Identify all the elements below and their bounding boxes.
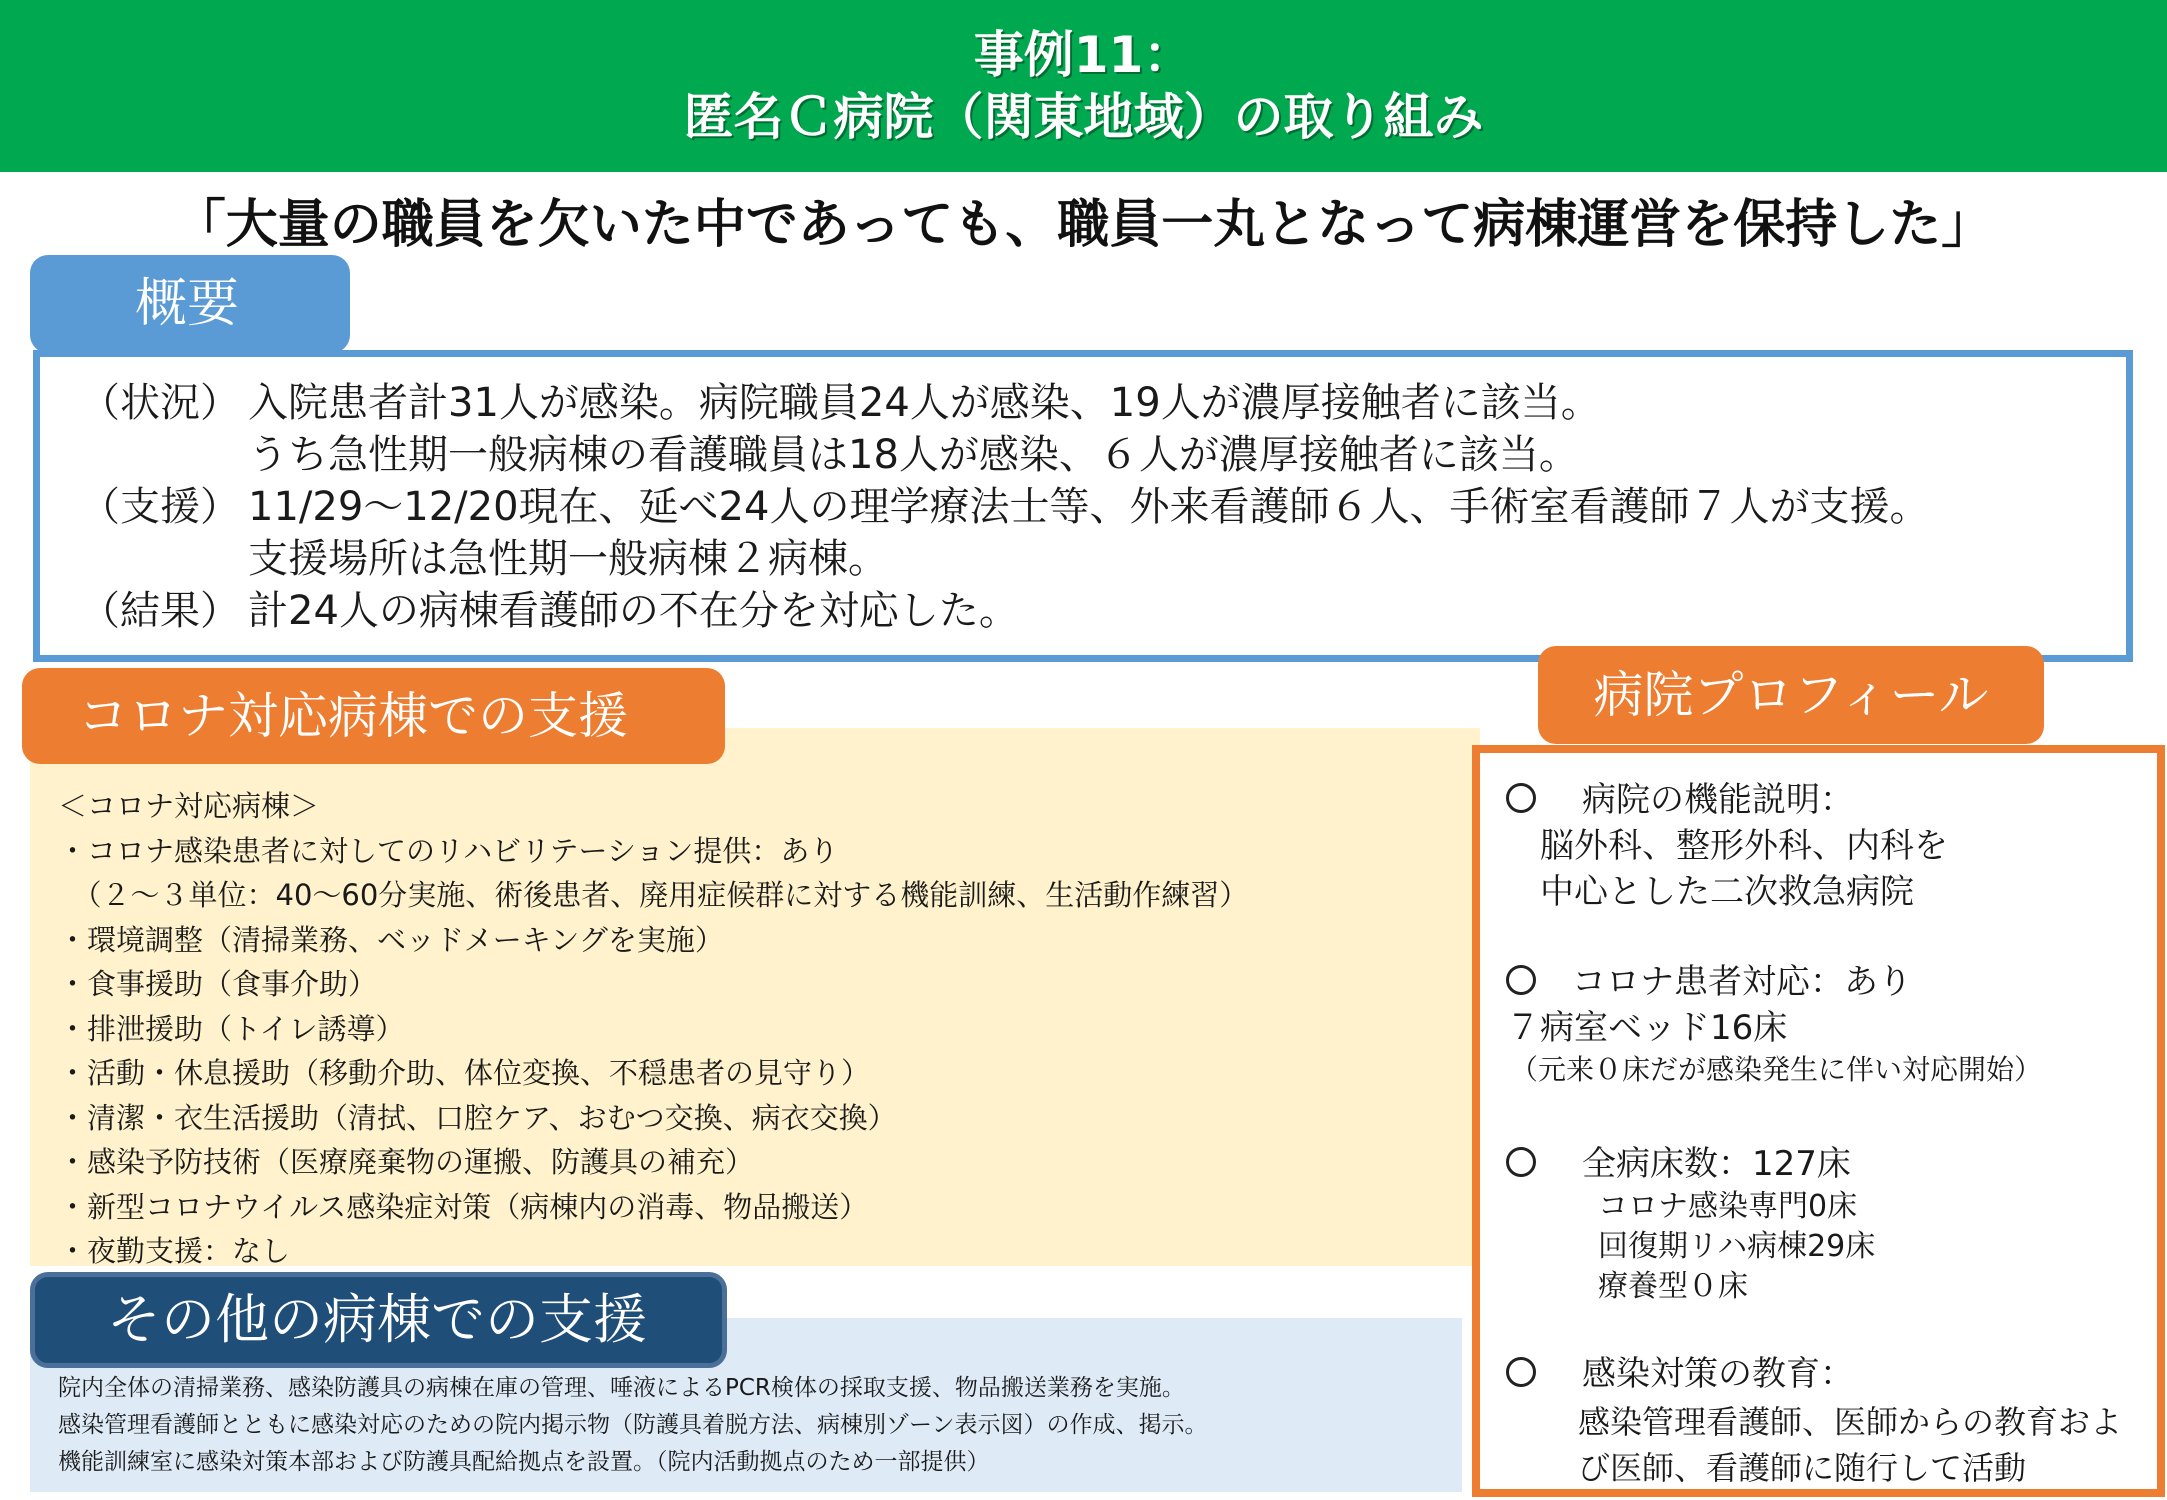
- profile-corona-note: （元来０床だが感染発生に伴い対応開始）: [1510, 1053, 2043, 1086]
- overview-row: [80, 377, 2126, 429]
- corona-support-item: ・排泄援助（トイレ誘導）: [58, 1011, 405, 1046]
- hospital-profile-box: [1472, 745, 2165, 1497]
- overview-row-text: 支援場所は急性期一般病棟２病棟。: [248, 536, 888, 582]
- profile-beds-line: コロナ感染専門0床: [1598, 1189, 1858, 1224]
- profile-beds-line: 療養型０床: [1598, 1269, 1748, 1304]
- overview-row-tag: （状況）: [80, 380, 240, 426]
- overview-row: [80, 585, 2126, 637]
- case-title: 匿名Ｃ病院（関東地域）の取り組み: [683, 88, 1484, 146]
- circle-bullet-icon: [1506, 1147, 1536, 1177]
- corona-support-item: ・清潔・衣生活援助（清拭、口腔ケア、おむつ交換、病衣交換）: [58, 1100, 897, 1135]
- profile-corona-heading: コロナ患者対応：あり: [1506, 959, 1912, 1005]
- profile-function-line: 脳外科、整形外科、内科を: [1540, 826, 1948, 866]
- overview-row-text: 11/29～12/20現在、延べ24人の理学療法士等、外来看護師６人、手術室看護師７人が支援。: [248, 484, 1930, 530]
- circle-bullet-icon: [1506, 1357, 1536, 1387]
- corona-support-item: ・食事援助（食事介助）: [58, 967, 378, 1001]
- overview-row: [80, 481, 2126, 533]
- overview-row: [80, 533, 2126, 585]
- profile-beds-heading: 全病床数：127床: [1506, 1141, 1851, 1187]
- overview-row-text: 入院患者計31人が感染。病院職員24人が感染、19人が濃厚接触者に該当。: [248, 380, 1601, 426]
- corona-support-item: （２～３単位：40～60分実施、術後患者、廃用症候群に対する機能訓練、生活動作練習）: [58, 878, 1249, 912]
- profile-function-line: 中心とした二次救急病院: [1540, 872, 1914, 912]
- corona-ward-tab: コロナ対応病棟での支援: [22, 668, 725, 764]
- other-support-item: 機能訓練室に感染対策本部および防護具配給拠点を設置。（院内活動拠点のため一部提供）: [58, 1449, 990, 1475]
- corona-support-item: ・感染予防技術（医療廃棄物の運搬、防護具の補充）: [58, 1145, 755, 1179]
- overview-tab: 概要: [30, 255, 350, 353]
- other-wards-tab: その他の病棟での支援: [30, 1272, 727, 1368]
- other-support-item: 院内全体の清掃業務、感染防護具の病棟在庫の管理、唾液によるPCR検体の採取支援、物品搬送業務を実施。: [58, 1375, 1185, 1401]
- corona-support-item: ・夜勤支援：なし: [58, 1234, 291, 1268]
- circle-bullet-icon: [1506, 965, 1536, 995]
- corona-support-item: ・新型コロナウイルス感染症対策（病棟内の消毒、物品搬送）: [58, 1189, 869, 1224]
- corona-ward-box: [30, 728, 1480, 1266]
- overview-row-tag: [80, 429, 248, 481]
- profile-education-heading: 感染対策の教育：: [1506, 1351, 1854, 1397]
- overview-row-text: 計24人の病棟看護師の不在分を対応した。: [248, 588, 1019, 634]
- case-number: 事例11：: [973, 26, 1194, 84]
- overview-row-tag: （支援）: [80, 484, 240, 530]
- hospital-profile-tab: 病院プロフィール: [1538, 646, 2044, 744]
- profile-education-line: び医師、看護師に随行して活動: [1578, 1449, 2027, 1487]
- circle-bullet-icon: [1506, 783, 1536, 813]
- corona-support-item: ＜コロナ対応病棟＞: [58, 789, 320, 823]
- other-support-item: 感染管理看護師とともに感染対応のための院内掲示物（防護具着脱方法、病棟別ゾーン表示図）の作成、掲示。: [58, 1412, 1208, 1438]
- corona-support-item: ・コロナ感染患者に対してのリハビリテーション提供：あり: [58, 833, 839, 868]
- corona-support-item: ・活動・休息援助（移動介助、体位変換、不穏患者の見守り）: [58, 1056, 871, 1090]
- overview-row: [80, 429, 2126, 481]
- profile-function-heading: 病院の機能説明：: [1506, 777, 1854, 823]
- profile-education-line: 感染管理看護師、医師からの教育およ: [1578, 1403, 2123, 1441]
- headline-quote: 「大量の職員を欠いた中であっても、職員一丸となって病棟運営を保持した」: [173, 195, 1994, 255]
- overview-row-text: うち急性期一般病棟の看護職員は18人が感染、６人が濃厚接触者に該当。: [248, 432, 1579, 478]
- title-banner: [0, 0, 2167, 172]
- profile-corona-line: ７病室ベッド16床: [1506, 1008, 1788, 1048]
- overview-row-tag: [80, 533, 248, 585]
- overview-box: [33, 350, 2133, 662]
- corona-support-item: ・環境調整（清掃業務、ベッドメーキングを実施）: [58, 922, 724, 957]
- profile-beds-line: 回復期リハ病棟29床: [1598, 1229, 1876, 1264]
- overview-row-tag: （結果）: [80, 588, 240, 634]
